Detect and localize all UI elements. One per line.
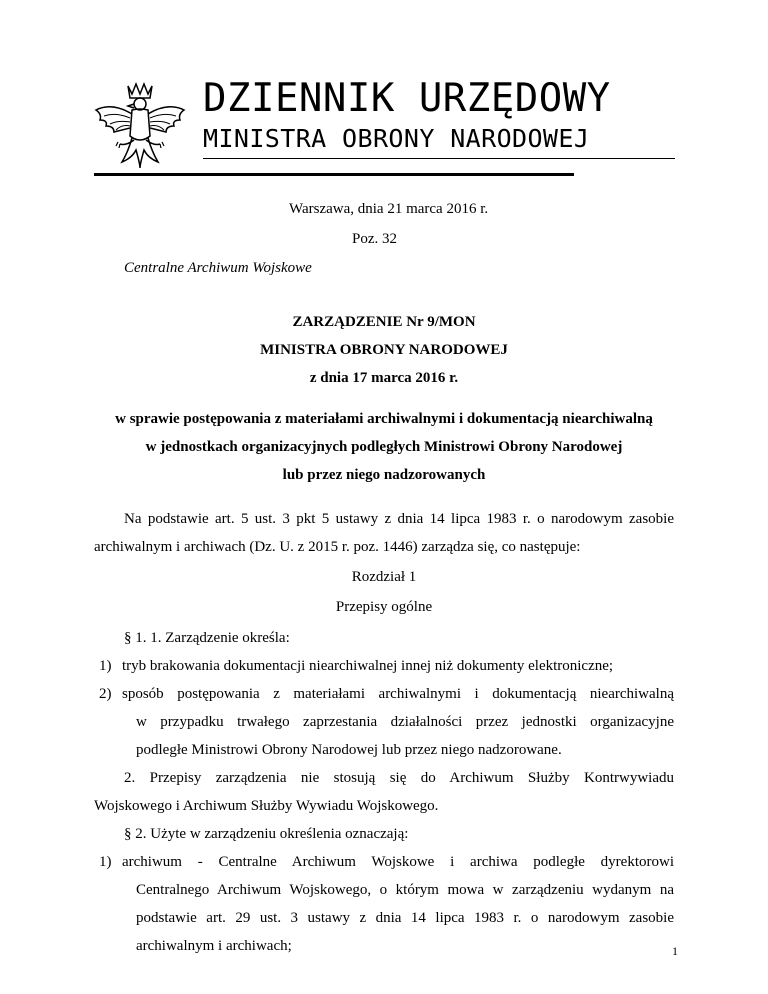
section-1-item-2-line1: sposób postępowania z materiałami archiwalnymi i dokumentacją niearchiwalną bbox=[122, 686, 674, 702]
section-1-item-2-line2: w przypadku trwałego zaprzestania działalności przez jednostki organizacyjne bbox=[136, 714, 674, 730]
ordinance-subject-line1: w sprawie postępowania z materiałami archiwalnymi i dokumentacją niearchiwalną bbox=[115, 411, 653, 427]
section-1-item-1: tryb brakowania dokumentacji niearchiwalnej innej niż dokumenty elektroniczne; bbox=[122, 658, 614, 674]
preamble-line1: Na podstawie art. 5 ust. 3 pkt 5 ustawy z dnia 14 lipca 1983 r. o narodowym zasobie bbox=[124, 511, 674, 527]
list-number: 2) bbox=[99, 686, 112, 702]
section-1-par-2-line2: Wojskowego i Archiwum Służby Wywiadu Wojskowego. bbox=[94, 798, 439, 814]
position-number: Poz. 32 bbox=[352, 231, 397, 247]
polish-eagle-emblem bbox=[92, 80, 188, 172]
ordinance-subject-line2: w jednostkach organizacyjnych podległych Ministrowi Obrony Narodowej bbox=[145, 439, 623, 455]
section-2-item-1-line3: podstawie art. 29 ust. 3 ustawy z dnia 14 lipca 1983 r. o narodowym zasobie bbox=[136, 910, 674, 926]
masthead-subtitle: MINISTRA OBRONY NARODOWEJ bbox=[203, 124, 590, 153]
masthead-rule-thin bbox=[203, 158, 675, 159]
section-2-item-1-line2: Centralnego Archiwum Wojskowego, o którym mowa w zarządzeniu wydanym na bbox=[136, 882, 674, 898]
list-number: 1) bbox=[99, 658, 112, 674]
list-number: 1) bbox=[99, 854, 112, 870]
section-2-item-1-line4: archiwalnym i archiwach; bbox=[136, 938, 292, 954]
ordinance-authority: MINISTRA OBRONY NARODOWEJ bbox=[260, 342, 508, 358]
issuer: Centralne Archiwum Wojskowe bbox=[124, 260, 312, 276]
chapter-title: Przepisy ogólne bbox=[335, 599, 433, 615]
masthead-title: DZIENNIK URZĘDOWY bbox=[203, 76, 611, 121]
chapter-number: Rozdział 1 bbox=[351, 569, 417, 585]
section-2-item-1-line1: archiwum - Centralne Archiwum Wojskowe i archiwa podległe dyrektorowi bbox=[122, 854, 674, 870]
masthead-rule bbox=[94, 173, 574, 176]
section-1-intro: § 1. 1. Zarządzenie określa: bbox=[124, 630, 290, 646]
section-2-intro: § 2. Użyte w zarządzeniu określenia oznaczają: bbox=[124, 826, 409, 842]
page-number: 1 bbox=[672, 944, 678, 958]
section-1-par-2-line1: 2. Przepisy zarządzenia nie stosują się do Archiwum Służby Kontrwywiadu bbox=[124, 770, 674, 786]
place-date: Warszawa, dnia 21 marca 2016 r. bbox=[289, 201, 489, 217]
preamble-line2: archiwalnym i archiwach (Dz. U. z 2015 r. poz. 1446) zarządza się, co następuje: bbox=[94, 539, 581, 555]
ordinance-subject-line3: lub przez niego nadzorowanych bbox=[282, 467, 486, 483]
ordinance-date: z dnia 17 marca 2016 r. bbox=[309, 370, 459, 386]
section-1-item-2-line3: podległe Ministrowi Obrony Narodowej lub przez niego nadzorowane. bbox=[136, 742, 562, 758]
ordinance-number: ZARZĄDZENIE Nr 9/MON bbox=[292, 314, 476, 330]
